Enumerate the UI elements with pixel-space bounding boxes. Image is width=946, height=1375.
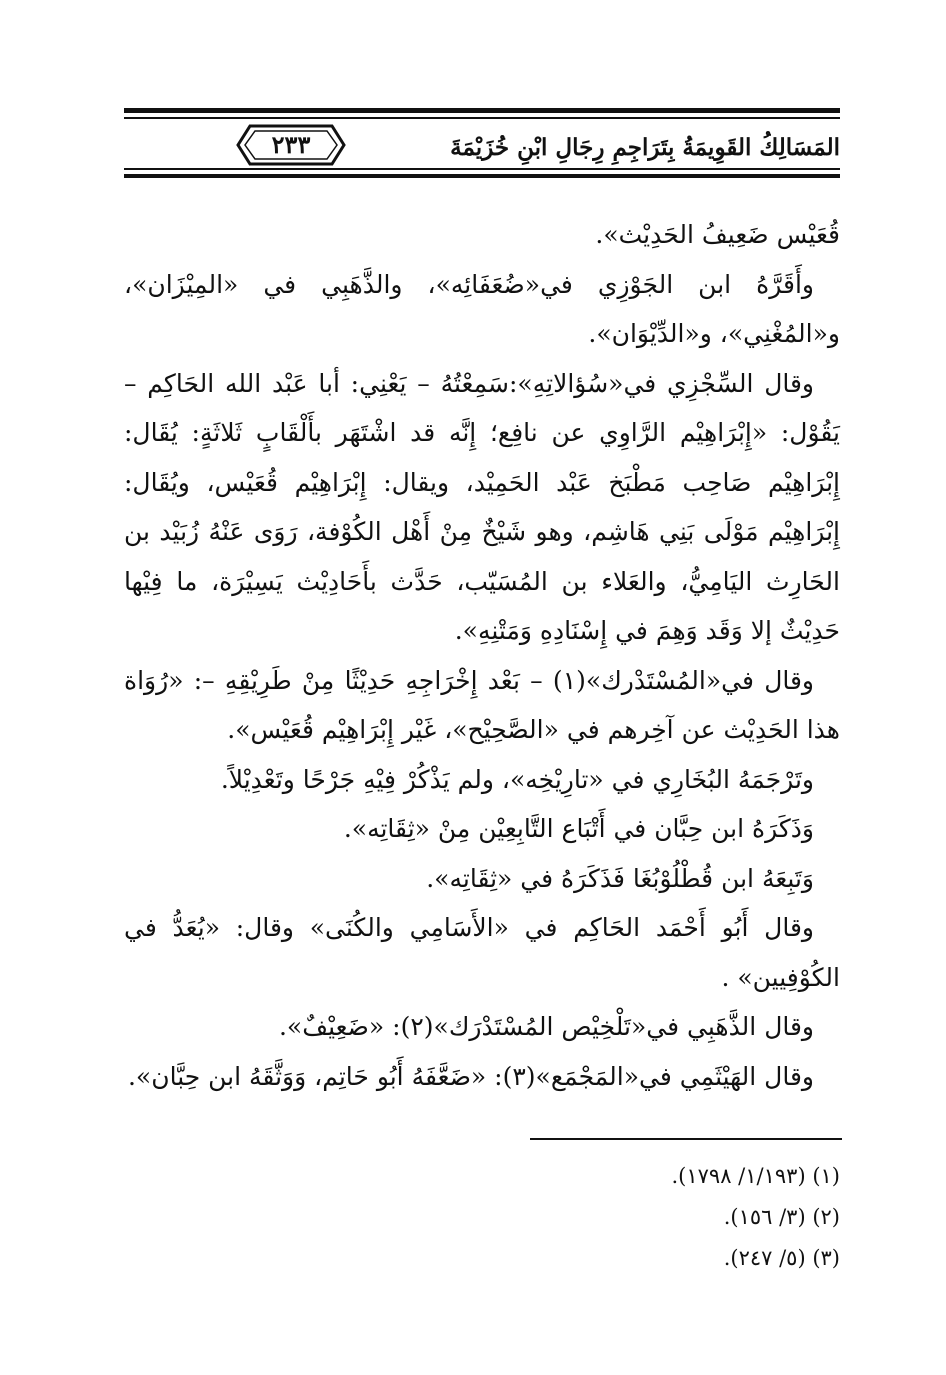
footnote: (١) (١/١٩٣/ ١٧٩٨). xyxy=(671,1164,840,1188)
footnote: (٢) (٣/ ١٥٦). xyxy=(723,1205,840,1229)
main-text xyxy=(124,210,840,1101)
header-rule-thin xyxy=(124,117,840,119)
header-rule-lower-thin xyxy=(124,168,840,170)
paragraph: وقال في«المُسْتَدْرك»(١) – بَعْد إِخْرَاجِهِ حَدِيْثًا مِنْ طَرِيْقِهِ –: «رُوَاة هذا الحَدِيْث عن آخِرهم في «الصَّحِيْح»، غَيْر إِبْرَاهِيْم قُعَيْس». xyxy=(124,665,840,744)
footnote: (٣) (٥/ ٢٤٧). xyxy=(723,1246,840,1270)
footnotes xyxy=(124,1156,840,1279)
paragraph: وأَقَرَّهُ ابن الجَوْزِي في«ضُعَفَائِه»، والذَّهَبِي في «المِيْزَان»، و«المُغْنِي»، و«الدِّيْوَان». xyxy=(124,269,840,348)
paragraph: وقال الذَّهَبِي في«تَلْخِيْص المُسْتَدْرَك»(٢): «ضَعِيْفٌ». xyxy=(278,1012,814,1041)
page-number: ٢٣٣ xyxy=(271,130,311,159)
paragraph: وَذَكَرَهُ ابن حِبَّان في أَتْبَاع التَّابِعِيْن مِنْ «ثِقَاتِه». xyxy=(343,814,814,843)
paragraph: قُعَيْس ضَعِيفُ الحَدِيْث». xyxy=(595,220,840,249)
paragraph: وقال الهَيْثَمِي في«المَجْمَع»(٣): «ضَعَّفَهُ أَبُو حَاتِم، وَوَثَّقَهُ ابن حِبَّان». xyxy=(127,1061,814,1091)
paragraph: وقال أَبُو أَحْمَد الحَاكِم في «الأَسَامِي والكُنَى» وقال: «يُعَدُّ في الكُوْفِيين» . xyxy=(124,913,840,992)
running-title: المَسَالِكُ القَوِيمَةُ بِتَرَاجِمِ رِجَالِ ابْنِ خُزَيْمَةَ xyxy=(450,134,840,161)
page-header xyxy=(124,104,840,184)
footnote-separator xyxy=(530,1138,842,1140)
paragraph: وتَرْجَمَهُ البُخَارِي في «تارِيْخِه»، ولم يَذْكُرْ فِيْهِ جَرْحًا وتَعْدِيْلاً. xyxy=(220,764,814,794)
paragraph: وَتَبِعَهُ ابن قُطْلُوْبُغَا فَذَكَرَهُ في «ثِقَاتِه». xyxy=(426,863,814,893)
page-number-badge xyxy=(236,124,346,166)
header-rule-thick xyxy=(124,108,840,113)
header-rule-lower-thick xyxy=(124,174,840,178)
paragraph: وقال السِّجْزِي في«سُؤالاتِهِ»:سَمِعْتُهُ – يَعْنِي: أبا عَبْد الله الحَاكِم – يَقُوْل: «إِبْرَاهِيْم الرَّاوِي عن نافِع؛ إِنَّه قد اشْتَهَر بأَلْقَابٍ ثَلاثَةٍ: يُقَال: إِبْرَاهِيْم صَاحِب مَطْبَخ عَبْد الحَمِيْد، ويقال: إِبْرَاهِيْم قُعَيْس، ويُقَال: إِبْرَاهِيْم مَوْلَى بَنِي هَاشِم، وهو شَيْخٌ مِنْ أَهْل الكُوْفة، رَوَى عَنْهُ زُبَيْد بن الحَارِث اليَامِيُّ، والعَلاء بن المُسَيّب، حَدَّث بأَحَادِيْث يَسِيْرَة، ما فِيْها حَدِيْثٌ إلا وَقَد وَهِمَ في إِسْنَادِهِ وَمَتْنِهِ». xyxy=(124,368,840,645)
